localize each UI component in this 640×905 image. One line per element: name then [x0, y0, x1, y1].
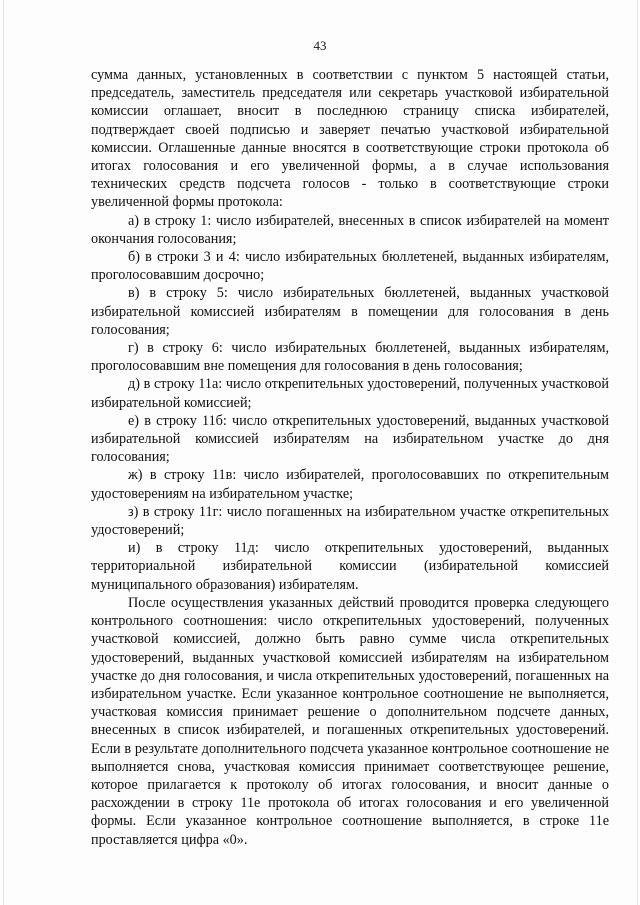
list-item-e: е) в строку 11б: число открепительных удостоверений, выданных участковой избирательной комиссией избирателям на избирательном участке до дня голосования; — [91, 412, 609, 466]
page-number: 43 — [313, 38, 327, 53]
list-item-i: и) в строку 11д: число открепительных удостоверений, выданных территориальной избирательной комиссии (избирательной комиссией муниципального образования) избирателям. — [91, 540, 609, 593]
scan-edge-left — [3, 0, 4, 905]
list-item-z: з) в строку 11г: число погашенных на избирательном участке открепительных удостоверений; — [91, 503, 609, 539]
list-item-a: а) в строку 1: число избирателей, внесенных в список избирателей на момент окончания голосования; — [91, 212, 609, 247]
document-body — [91, 66, 609, 849]
paragraph-continuation: сумма данных, установленных в соответствии с пунктом 5 настоящей статьи, председатель, заместитель председателя или секретарь участковой избирательной комиссии оглашает, вносит в последнюю страницу списка избирателей, подтверждает своей подписью и заверяет печатью участковой избирательной комиссии. Оглашенные данные вносятся в соответствующие строки протокола об итогах голосования и его увеличенной формы, а в случае использования технических средств подсчета голосов - только в соответствующие строки увеличенной формы протокола: — [91, 67, 609, 211]
list-item-v: в) в строку 5: число избирательных бюллетеней, выданных участковой избирательной комиссией избирателям в помещении для голосования в день голосования; — [91, 285, 609, 338]
list-item-b: б) в строки 3 и 4: число избирательных бюллетеней, выданных избирателям, проголосовавшим досрочно; — [91, 249, 609, 284]
list-item-zh: ж) в строку 11в: число избирателей, проголосовавших по открепительным удостоверениям на избирательном участке; — [91, 467, 609, 502]
scan-edge-right — [637, 0, 638, 905]
list-item-g: г) в строку 6: число избирательных бюллетеней, выданных избирателям, проголосовавшим вне помещения для голосования в день голосования; — [91, 340, 609, 375]
paragraph-control-check: После осуществления указанных действий проводится проверка следующего контрольного соотношения: число открепительных удостоверений, полученных участковой комиссией, должно быть равно сумме числа открепительных удостоверений, выданных участковой комиссией избирателям на избирательном участке до дня голосования, и числа открепительных удостоверений, погашенных на избирательном участке. Если указанное контрольное соотношение не выполняется, участковая комиссия принимает решение о дополнительном подсчете данных, внесенных в список избирателей, и погашенных открепительных удостоверений. Если в результате дополнительного подсчета указанное контрольное соотношение не выполняется снова, участковая комиссия принимает соответствующее решение, которое прилагается к протоколу об итогах голосования, и вносит данные о расхождении в строку 11е протокола об итогах голосования и его увеличенной формы. Если указанное контрольное соотношение выполняется, в строке 11е проставляется цифра «0». — [91, 594, 609, 848]
list-item-d: д) в строку 11а: число открепительных удостоверений, полученных участковой избирательной комиссией; — [91, 376, 609, 411]
